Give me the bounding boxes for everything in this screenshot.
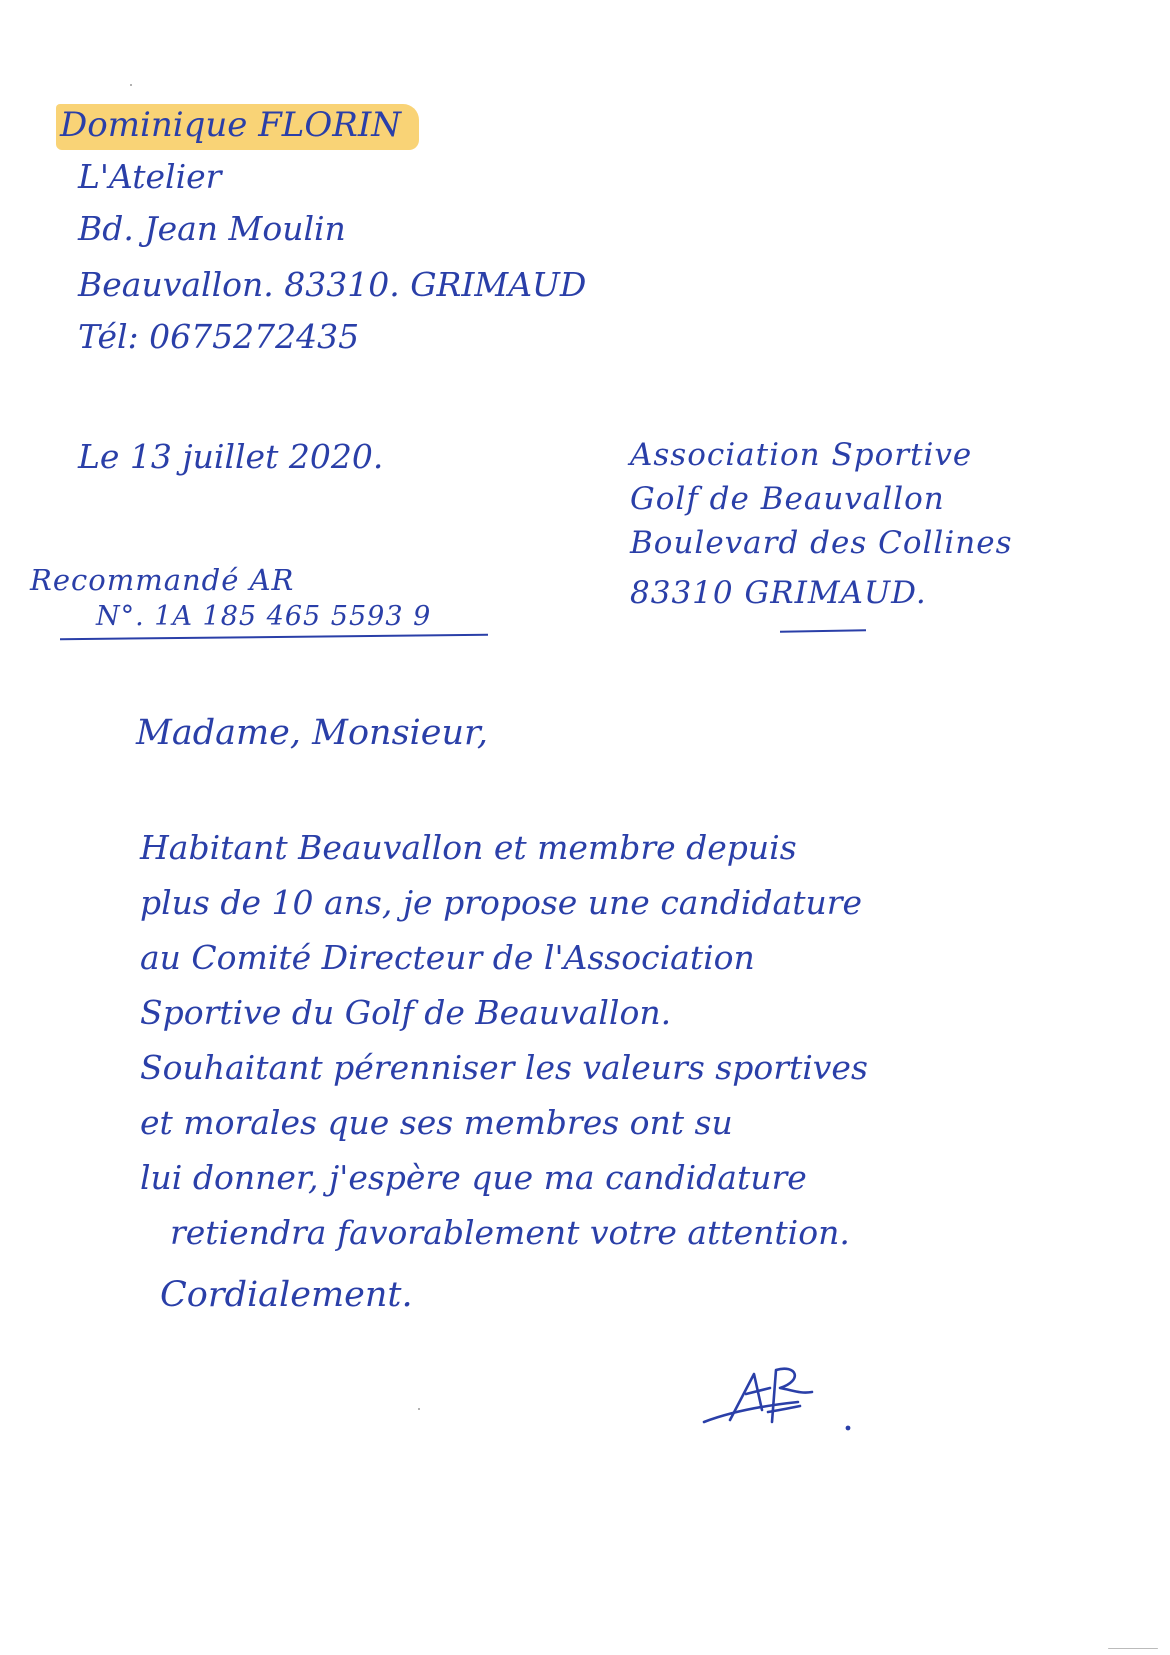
paper-speck bbox=[1108, 1648, 1158, 1649]
sender-address-line: L'Atelier bbox=[78, 157, 222, 196]
handwritten-signature bbox=[700, 1350, 870, 1440]
salutation: Madame, Monsieur, bbox=[136, 713, 488, 753]
paper-speck bbox=[130, 84, 132, 86]
body-line: lui donner, j'espère que ma candidature bbox=[140, 1158, 807, 1197]
paper-speck bbox=[418, 1408, 420, 1410]
letter-body bbox=[140, 820, 1150, 1260]
body-line: Sportive du Golf de Beauvallon. bbox=[140, 993, 672, 1032]
closing: Cordialement. bbox=[160, 1275, 413, 1315]
recipient-address-line: 83310 GRIMAUD. bbox=[630, 575, 927, 611]
body-line: au Comité Directeur de l'Association bbox=[140, 938, 755, 977]
registered-mail-number: N°. 1A 185 465 5593 9 bbox=[96, 601, 432, 632]
recipient-address-line: Association Sportive bbox=[630, 437, 973, 473]
body-line: retiendra favorablement votre attention. bbox=[170, 1213, 850, 1252]
sender-address-line: Bd. Jean Moulin bbox=[78, 209, 346, 248]
recipient-address-line: Boulevard des Collines bbox=[630, 525, 1013, 561]
recipient-underline bbox=[780, 629, 866, 633]
body-line: et morales que ses membres ont su bbox=[140, 1103, 733, 1142]
body-line: Habitant Beauvallon et membre depuis bbox=[140, 828, 797, 867]
recipient-address-line: Golf de Beauvallon bbox=[630, 481, 945, 517]
sender-name: Dominique FLORIN bbox=[56, 104, 419, 150]
body-line: Souhaitant pérenniser les valeurs sportives bbox=[140, 1048, 868, 1087]
tracking-underline bbox=[60, 634, 488, 640]
letter-date: Le 13 juillet 2020. bbox=[78, 437, 384, 476]
registered-mail-label: Recommandé AR bbox=[30, 563, 295, 597]
sender-address-line: Beauvallon. 83310. GRIMAUD bbox=[78, 265, 587, 304]
sender-phone: Tél: 0675272435 bbox=[78, 317, 360, 356]
body-line: plus de 10 ans, je propose une candidature bbox=[140, 883, 863, 922]
